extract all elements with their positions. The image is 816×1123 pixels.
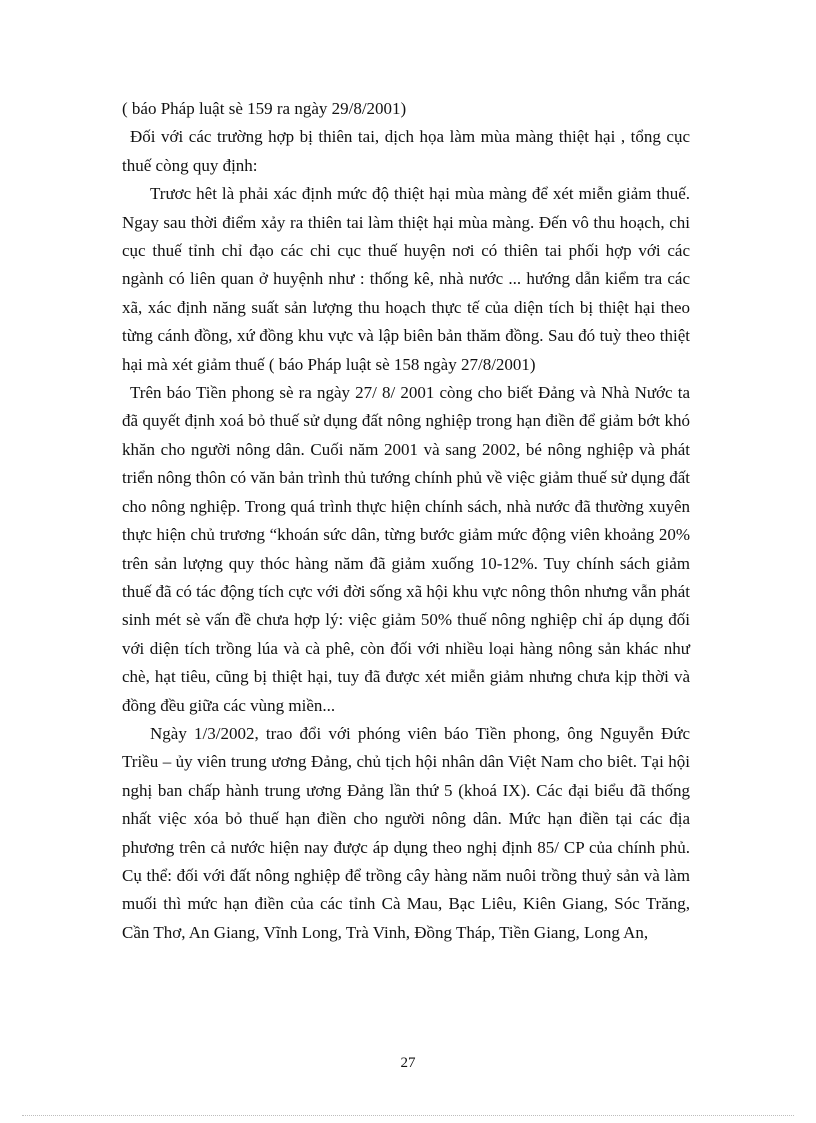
page-bottom-divider bbox=[22, 1115, 794, 1116]
page-number: 27 bbox=[400, 1055, 416, 1071]
source-citation-paragraph: ( báo Pháp luật sè 159 ra ngày 29/8/2001) bbox=[122, 99, 407, 118]
paragraph-interview: Ngày 1/3/2002, trao đổi với phóng viên báo Tiền phong, ông Nguyễn Đức Triều – ủy viên trung ương Đảng, chủ tịch hội nhân dân Việt Nam cho biêt. Tại hội nghị ban chấp hành trung ương Đảng lần thứ 5 (khoá IX). Các đại biểu đã thống nhất việc xóa bỏ thuế hạn điền cho người nông dân. Mức hạn điền tại các địa phương trên cả nước hiện nay được áp dụng theo nghị định 85/ CP của chính phủ. Cụ thể: đối với đất nông nghiệp để trồng cây hàng năm nuôi trồng thuỷ sản và làm muối thì mức hạn điền của các tỉnh Cà Mau, Bạc Liêu, Kiên Giang, Sóc Trăng, Cần Thơ, An Giang, Vĩnh Long, Trà Vinh, Đồng Tháp, Tiền Giang, Long An, bbox=[122, 723, 690, 942]
paragraph-disaster-intro: Đối với các trường hợp bị thiên tai, dịch họa làm mùa màng thiệt hại , tổng cục thuế còng quy định: bbox=[122, 127, 690, 175]
paragraph-damage-assessment: Trươc hêt là phải xác định mức độ thiệt hại mùa màng để xét miễn giảm thuế. Ngay sau thời điểm xảy ra thiên tai làm thiệt hại mùa màng. Đến vô thu hoạch, chi cục thuế tỉnh chỉ đạo các chi cục thuế huyện nơi có thiên tai phối hợp với các ngành có liên quan ở huyệnh như : thống kê, nhà nước ... hướng dẫn kiểm tra các xã, xác định năng suất sản lượng thu hoạch thực tế của diện tích bị thiệt hại theo từng cánh đồng, xứ đồng khu vực và lập biên bản thăm đồng. Sau đó tuỳ theo thiệt hại mà xét giảm thuế ( báo Pháp luật sè 158 ngày 27/8/2001) bbox=[122, 184, 690, 374]
paragraph-tien-phong-report: Trên báo Tiền phong sè ra ngày 27/ 8/ 2001 còng cho biết Đảng và Nhà Nước ta đã quyết định xoá bỏ thuế sử dụng đất nông nghiệp trong hạn điền để giảm bớt khó khăn cho người nông dân. Cuối năm 2001 và sang 2002, bé nông nghiệp và phát triển nông thôn có văn bản trình thủ tướng chính phủ về việc giảm thuế sử dụng đất cho nông nghiệp. Trong quá trình thực hiện chính sách, nhà nước đã thường xuyên thực hiện chủ trương “khoán sức dân, từng bước giảm mức động viên khoảng 20% trên sản lượng quy thóc hàng năm đã giảm xuống 10-12%. Tuy chính sách giảm thuế đã có tác động tích cực với đời sống xã hội khu vực nông thôn nhưng vẫn phát sinh mét sè vấn đề chưa hợp lý: việc giảm 50% thuế nông nghiệp chỉ áp dụng đối với diện tích trồng lúa và cà phê, còn đối với nhiều loại hàng nông sản khác như chè, hạt tiêu, cũng bị thiệt hại, tuy đã được xét miễn giảm nhưng chưa kịp thời và đồng đều giữa các vùng miền... bbox=[122, 383, 691, 715]
body-text bbox=[122, 95, 690, 947]
